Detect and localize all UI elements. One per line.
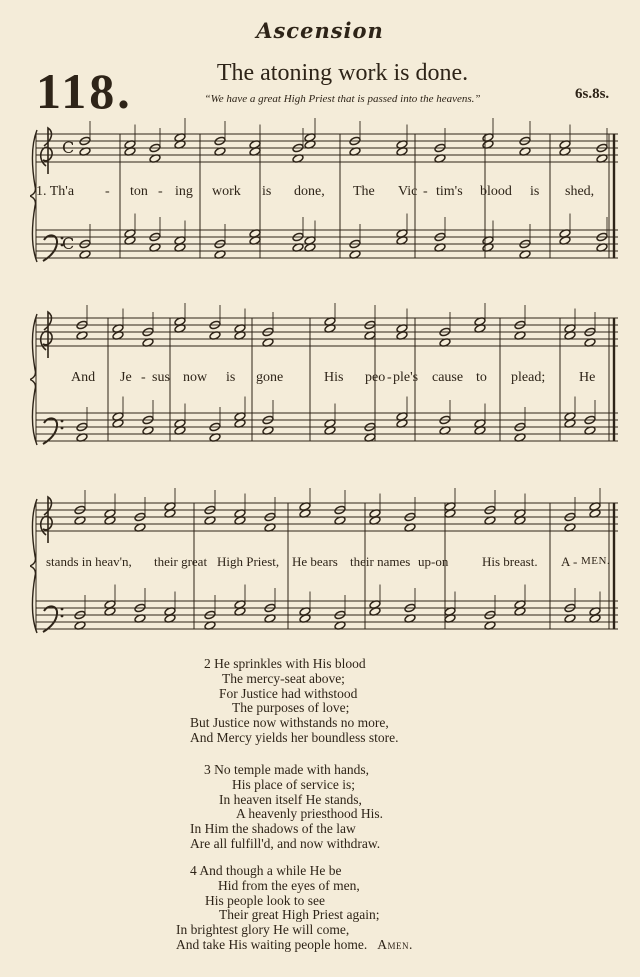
verse-4 <box>0 864 640 953</box>
bass-clef-icon <box>43 235 57 261</box>
lyric-syllable: - <box>387 370 392 385</box>
bass-clef-dot <box>61 615 64 618</box>
lyric-syllable: ton <box>130 184 148 199</box>
verse-line: 3 No temple made with hands, <box>204 762 369 777</box>
lyric-syllable: Je <box>120 370 132 385</box>
lyric-syllable: is <box>530 184 540 199</box>
lyric-syllable: sus <box>152 370 170 385</box>
lyric-syllable: their great <box>154 554 208 569</box>
verse-line: In Him the shadows of the law <box>190 821 356 837</box>
amen-mark: Amen. <box>377 936 413 952</box>
bass-clef-dot <box>61 608 64 611</box>
lyric-syllable: A <box>561 554 571 569</box>
music-system-3 <box>30 488 620 648</box>
verse-line: Are all fulfill'd, and now withdraw. <box>190 835 381 851</box>
epigraph: “We have a great High Priest that is passed into the heavens.” <box>204 93 481 105</box>
music-system-2 <box>30 303 620 458</box>
lyric-syllable: is <box>226 370 236 385</box>
lyric-syllable: now <box>183 370 208 385</box>
verse-line: In brightest glory He will come, <box>176 922 350 938</box>
lyric-syllable: - <box>105 184 110 199</box>
verse-line: 4 And though a while He be <box>190 863 342 878</box>
lyric-syllable: Vic <box>398 184 418 199</box>
verse-line: The purposes of love; <box>232 700 350 716</box>
meter-marking: 6s.8s. <box>575 86 610 102</box>
verse-line-text: And take His waiting people home. <box>176 936 368 952</box>
lyric-syllable: The <box>353 184 375 199</box>
lyric-syllable: High Priest, <box>217 554 280 569</box>
bass-clef-icon <box>43 606 57 632</box>
verse-line: Hid from the eyes of men, <box>218 877 360 893</box>
lyric-syllable: tim's <box>436 184 463 199</box>
verse-line: The mercy-seat above; <box>222 670 345 686</box>
lyric-syllable: - <box>141 370 146 385</box>
lyric-syllable: - <box>158 184 163 199</box>
lyric-syllable: up-on <box>418 554 449 569</box>
lyric-syllable: He bears <box>292 554 338 569</box>
lyric-syllable: done, <box>294 184 325 199</box>
lyric-syllable: ple's <box>393 370 419 385</box>
lyric-syllable: ing <box>175 184 193 199</box>
lyric-syllable: - <box>423 184 428 199</box>
treble-clef-icon <box>41 497 52 543</box>
hymn-title: The atoning work is done. <box>216 60 469 86</box>
lyric-syllable: plead; <box>511 370 546 385</box>
lyric-syllable: - <box>573 554 578 569</box>
lyric-syllable: 1. Th'a <box>36 184 75 199</box>
lyric-syllable: gone <box>256 370 284 385</box>
hymn-number: 118. <box>36 63 133 119</box>
section-title: Ascension <box>256 18 384 43</box>
lyric-syllable: He <box>579 370 596 385</box>
verse-line: 2 He sprinkles with His blood <box>204 656 366 671</box>
common-time-icon: C <box>62 234 75 253</box>
verse-line: For Justice had withstood <box>219 685 358 701</box>
lyric-syllable: His breast. <box>482 554 538 569</box>
verse-line: His place of service is; <box>232 776 355 792</box>
common-time-icon: C <box>62 138 75 157</box>
treble-clef-icon <box>41 128 52 174</box>
lyric-syllable: And <box>71 370 96 385</box>
lyric-syllable: peo <box>365 370 386 385</box>
lyric-syllable: blood <box>480 184 512 199</box>
bass-clef-dot <box>61 420 64 423</box>
treble-clef-icon <box>41 312 52 358</box>
lyric-syllable: MEN. <box>581 555 611 567</box>
verse-line: His people look to see <box>205 892 325 908</box>
verse-line: In heaven itself He stands, <box>219 791 362 807</box>
verse-2 <box>0 657 640 746</box>
lyric-syllable: work <box>212 184 241 199</box>
lyric-syllable: stands in heav'n, <box>46 554 132 569</box>
bass-clef-dot <box>61 427 64 430</box>
lyric-syllable: is <box>262 184 272 199</box>
verse-3 <box>0 763 640 852</box>
verse-line: Their great High Priest again; <box>219 907 380 923</box>
lyric-syllable: shed, <box>565 184 595 199</box>
lyric-syllable: to <box>476 370 487 385</box>
lyric-syllable: cause <box>432 370 464 385</box>
verse-line <box>0 938 640 953</box>
lyric-syllable: their names <box>350 554 411 569</box>
verse-line: A heavenly priesthood His. <box>236 806 383 822</box>
verse-line: But Justice now withstands no more, <box>190 715 389 731</box>
verse-line: And Mercy yields her boundless store. <box>190 729 399 745</box>
music-system-1 <box>30 118 620 268</box>
bass-clef-icon <box>43 418 57 444</box>
lyric-syllable: His <box>324 370 344 385</box>
